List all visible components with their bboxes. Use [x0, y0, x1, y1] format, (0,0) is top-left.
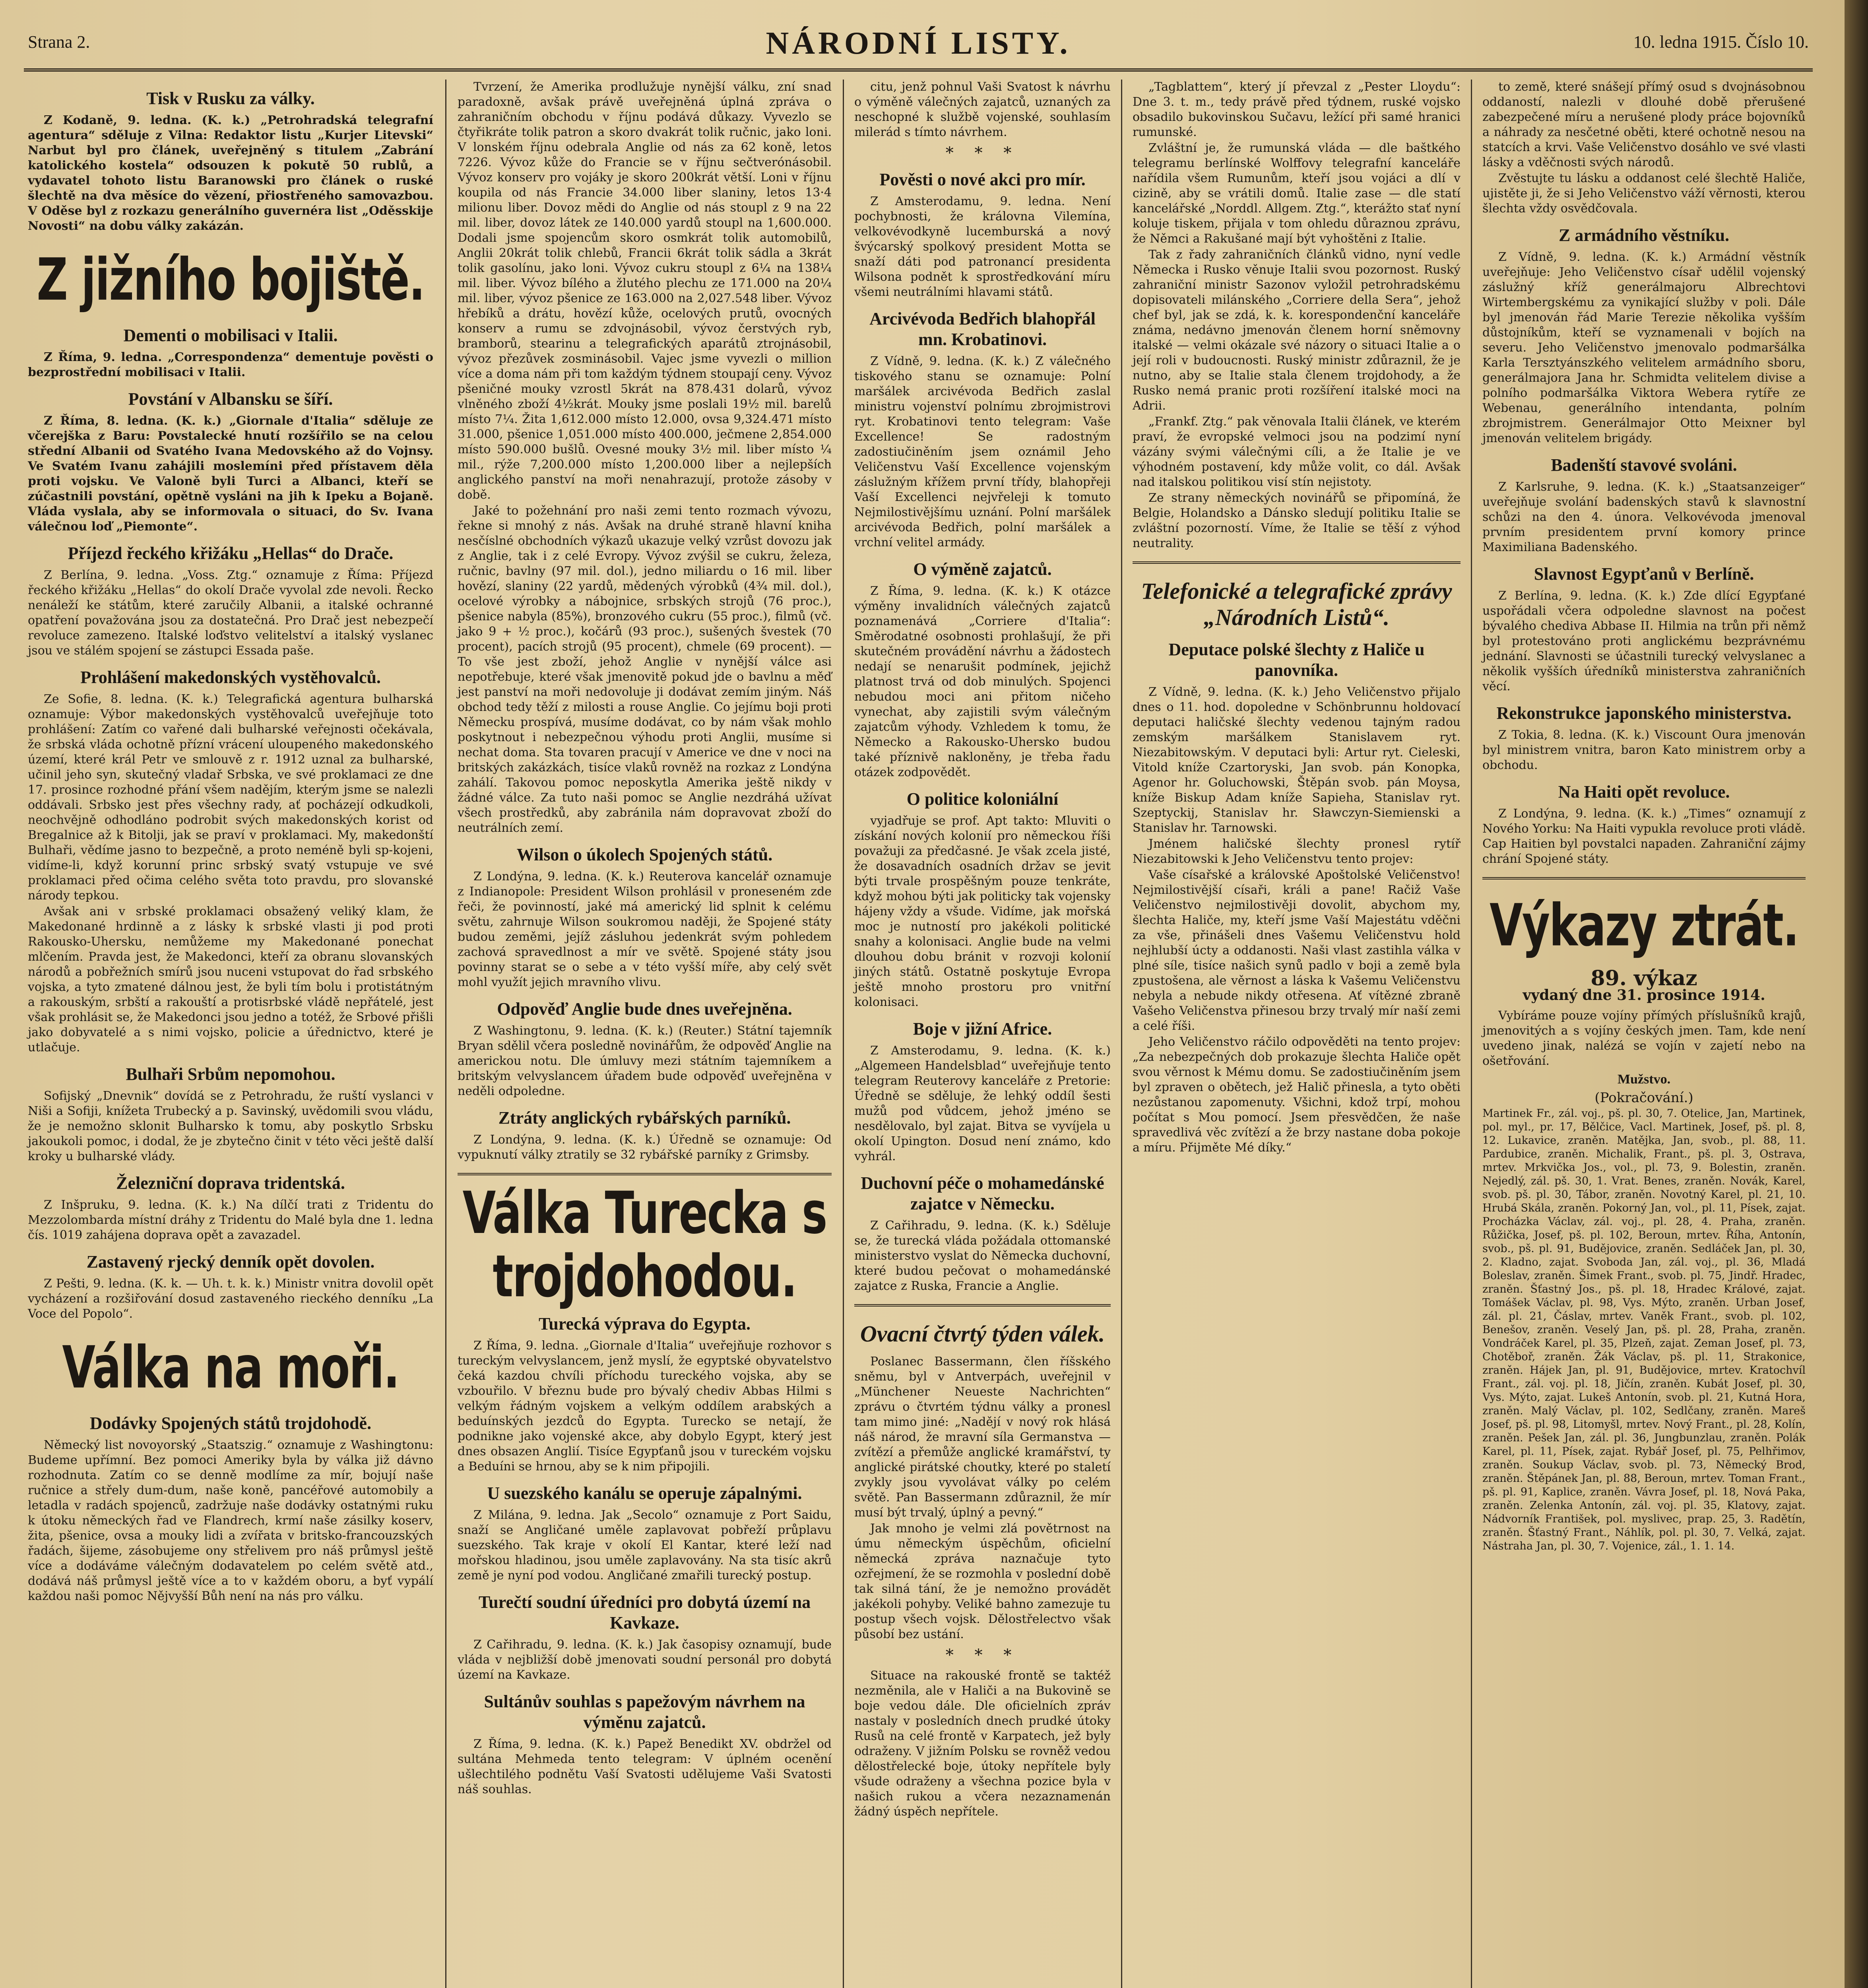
article-ovacni-3: Situace na rakouské frontě se taktéž nezměnila, ale v Haliči a na Bukovině se boje vedou dále. Dle oficielních zpráv nastaly v posledních dnech prudké útoky Rusů na celé frontě v Karpatech, jež byly odraženy. V jižním Polsku se rovněž vedou dělostřelecké boje, útoky nepřítele byly všude odraženy a všechna pozice byla v našich rukou a včera nezaznamenán žádný úspěch nepřítele.	[854, 1669, 1111, 1819]
article-hellas: Z Berlína, 9. ledna. „Voss. Ztg.“ oznamuje z Říma: Příjezd řeckého křižáku „Hellas“ do okolí Drače vyvolal zde nevoli. Řecko nenáleží ke státům, které zaručily Albanii, a italské ochranné opatření považována jsou za dostatečná. Pro Drač jest nebezpečí revoluce zamezeno. Italské loďstvo velitelství a italský vyslanec jsou ve stálém spojení se zástupci Essada paše.	[28, 568, 433, 658]
section-sea-war: Válka na moři.	[62, 1334, 399, 1402]
article-ovacni-2: Jak mnoho je velmi zlá povětrnost na úmu německým úspěchům, oficielní německá zpráva naznačuje tyto ozřejmení, že se rozmohla v poslední době tak silná tání, že je nemožno provádět jakékoli pohyby. Veliké bahno zamezuje tu postup všech vojsk. Dělostřelectvo však působí bez ustání.	[854, 1522, 1111, 1641]
headline-muhamedani: Duchovní péče o mohamedánské zajatce v Německu.	[861, 1173, 1104, 1213]
headline-kolonie: O politice koloniální	[906, 789, 1059, 809]
divider	[854, 1304, 1111, 1307]
article-italie-2: „Frankf. Ztg.“ pak věnovala Italii článek, ve kterém praví, že evropské velmoci jsou na podzimí nyní vázány svými válečnými cíli, a že Italie je ve výhodném postavení, kdy může volit, co dál. Avšak nad italskou politikou visí stín nejistoty.	[1133, 415, 1461, 489]
article-bedrich: Z Vídně, 9. ledna. (K. k.) Z válečného tiskového stanu se oznamuje: Polní maršálek arcivévoda Bedřich zaslal ministru vojenství polnímu zbrojmistrovi ryt. Krobatinovi tento telegram: Vaše Excellence! Se radostným zadostiučiněním jsem oznámil Jeho Veličenstvu Vaší Excellence vojenským záslužným křížem první třídy, blahopřeji Vaší Excellenci nejvřeleji k tomuto Nejmilostivějšímu uznání. Polní maršálek arcivévoda Bedřich, polní maršálek a vrchní velitel armády.	[854, 354, 1111, 549]
article-kolonie: vyjadřuje se prof. Apt takto: Mluviti o získání nových kolonií pro německou říši považuji za předčasné. Je však zcela jisté, že dosavadních osadních držav se jevit býti trvale prospěšným pouze tenkráte, když mohou býti jak politicky tak vojensky hájeny vždy a všude. Vidíme, jak mořská moc je nutností pro jakékoli politické snahy a kolonisaci. Anglie bude na velmi dlouhou dobu bránit v rozvoji kolonií jiných států. Ostatně poskytuje Evropa ještě mnoho prostoru pro vnitřní kolonisaci.	[854, 814, 1111, 1009]
casualty-list-date: vydaný dne 31. prosince 1914.	[1523, 987, 1765, 1004]
article-badensti: Z Karlsruhe, 9. ledna. (K. k.) „Staatsanzeiger“ uveřejňuje svolání badenských stavů k slavnostní schůzi na den 4. února. Velkovévoda jmenoval prvním presidentem první komory prince Maximiliana Badenského.	[1482, 480, 1806, 554]
divider	[1482, 877, 1806, 879]
page-header	[24, 24, 1813, 72]
section-turkey-war: Válka Turecka s trojdohodou.	[462, 1180, 827, 1310]
article-deputace-4: Jeho Veličenstvo ráčilo odpověděti na tento projev: „Za nebezpečných dob prokazuje šlechta Haliče opět svou věrnost k Mému domu. Se zadostiučiněním jsem byl zpraven o obětech, jež Halič přinesla, a tyto oběti nezůstanou zapomenuty. Všichni, kdož trpí, mohou počítat s Mou pomocí. Jsem přesvědčen, že naše spravedlivá věc zvítězí a že brzy nastane doba pokoje a míru. Přijměte Mé díky.“	[1133, 1035, 1461, 1155]
article-albania: Z Říma, 8. ledna. (K. k.) „Giornale d'Italia“ sděluje ze včerejška z Baru: Povstalecké hnutí rozšířilo se na celou střední Albanii od Svatého Ivana Medovského až do Vojnsy. Ve Svatém Ivanu zahájili moslemíni před přístavem děla proti vojsku. Ve Valoně byli Turci a Albanci, kteří se zúčastnili povstání, opětně vysláni na jih k Ipeku a Bojaně. Vláda vyslala, aby se informovala o situaci, do Sv. Ivana válečnou loď „Piemonte“.	[28, 414, 433, 534]
article-dodavky-cont-2: Jaké to požehnání pro naši zemi tento rozmach vývozu, řekne si mnohý z nás. Avšak na druhé straně hlavní kniha nesčíslné obchodních výkazů ukazuje velký vzrůst dovozu jak z Anglie, tak i z celé Evropy. Vývoz zvýšil se cukru, železa, ručnic, bavlny (97 mil. dol.), jedno miliardu o 16 mil. liber hovězí, slaniny (22 yardů, mědených výrobků (4¾ mil. dol.), ocelové výrobky a nábojnice, srbských strojů (76 proc.), pšenice nabyla (85%), bronzového cukru (55 proc.), filmů (vč. jako 9 + ½ proc.), kočárů (93 proc.), sušených švestek (70 procent), pacích strojů (95 procent), chmele (69 procent). — To vše jest zboží, jehož Anglie v nynější válce asi nepotřebuje, které však jmenovitě pokud jde o bavlnu a měď jest panství na moři nedovoluje ji dodávat zemím jiným. Náš obchod tedy těží z milosti a rouse Anglie. Co jejímu boji proti Německu prospívá, musíme dodávat, co by nám však mohlo poskytnout i nebezpečnou výhodu proti Anglii, musíme si nechat doma. Sta tovaren pracují v Americe ve dne v noci na britských zakázkách, tisíce vlaků rovněž na rozkaz z Londýna zahálí. Takovou pomoc neposkytla Amerika ještě nikdy v žádné válce. Za tuto naši pomoc se Anglie nezdráhá užívat všech prostředků, aby zabránila nám dopravovat zboží do neutrálních zemí.	[458, 504, 832, 835]
section-south-front: Z jižního bojiště.	[37, 246, 425, 314]
headline-vymena: O výměně zajatců.	[913, 559, 1052, 579]
headline-mir: Pověsti o nové akci pro mír.	[879, 170, 1086, 189]
article-makedonci-2: Avšak ani v srbské proklamaci obsažený veliký klam, že Makedonané hrdinně a z lásky k srbské vlasti ji pod proti Rakousko-Uhersku, nemůžeme my Makedonané ponechat mlčením. Pravda jest, že Makedonci, kteří za obranu slovanských národů a pobřežních smírů jsou nuceni vstupovat do řad srbského vojska, a tyto zmatené dálnou jest, že byli tím bolu i protistátným a rakouským, srbští a rakouští a protisrbské vládě nepřátelé, jest však prohlásit se, že Makedonci jsou jedno a totéž, že Srbové přišli jako dobyvatelé a s nimi vojsko, policie a úřednictvo, které je utlačuje.	[28, 905, 433, 1054]
headline-odpoved: Odpověď Anglie bude dnes uveřejněna.	[497, 999, 792, 1019]
newspaper-title: NÁRODNÍ LISTY.	[766, 26, 1071, 61]
article-wilson: Z Londýna, 9. ledna. (K. k.) Reuterova kancelář oznamuje z Indianopole: President Wilson prohlásil v proneseném zde řeči, že povinností, jaké má americký lid splnit k celému světu, zahrnuje Wilson soukromou naději, že Spojené státy budou zeměmi, jejíž zásluhou jedenkrát svým pohledem zachová spravedlnost a mír ve světě. Spojené státy jsou povinny starat se o sebe a v této vyšší míře, aby celý svět mohl využít jejich mravního vlivu.	[458, 870, 832, 989]
headline-makedonci: Prohlášení makedonských vystěhovalců.	[80, 668, 381, 687]
headline-dodavky: Dodávky Spojených států trojdohodě.	[89, 1413, 372, 1433]
article-zeleznice: Z Inšpruku, 9. ledna. (K. k.) Na dílčí trati z Tridentu do Mezzolombarda místní dráhy z Tridentu do Malé byla dne 1. ledna čís. 1019 zahájena doprava opět a zavazadel.	[28, 1198, 433, 1242]
article-deputace-cont-2: Zvěstujte tu lásku a oddanost celé šlechtě Haliče, ujistěte ji, že si Jeho Veličenstvo váží věrnosti, kterou šlechta vždy osvědčovala.	[1482, 171, 1806, 215]
headline-kavkaz: Turečtí soudní úředníci pro dobytá území na Kavkaze.	[478, 1592, 811, 1633]
headline-zeleznice: Železniční doprava tridentská.	[116, 1173, 345, 1193]
article-dodavky: Německý list novoyorský „Staatszig.“ oznamuje z Washingtonu: Budeme upřímní. Bez pomoci Ameriky byla by válka již dávno rozhodnuta. Zatím co se denně modlíme za mír, bojují naše ručnice a střely dum-dum, naše koně, pancéřové automobily a letadla v radách spojenců, zadržuje naše dodávky ostatnými ruku k útoku německých řad ve Flandrech, krmí naše zásilky koserv, žita, pšenice, ovsa a mouky lidi a zvířata v britsko-francouzských řadách, šijeme, zásobujeme ony střelivem pro náš průmysl ještě více a dodáváme válečným dodavatelem po celém světě atd., dodává náš průmysl ještě více a to v každém oboru, a byť vypálí každou naši pomoc Nějvyšší Bůh není na nás pro válku.	[28, 1438, 433, 1603]
column-4	[1121, 80, 1471, 1988]
section-casualty-lists: Výkazy ztrát.	[1490, 892, 1798, 959]
article-rumunsko: Zvláštní je, že rumunská vláda — dle baštkého telegramu berlínské Wolffovy telegrafní kanceláře nařídila všem Rumunům, kteří jsou vojáci a dlí v cizině, aby se vrátili domů. Italie zase — dle statí kancelářské „Norddl. Allgem. Ztg.“, kterážto stať nyní koluje tiskem, přijala v tom ohledu důraznou zprávu, že Němci a Rakušané mají být vyhoštěni z Italie.	[1133, 141, 1461, 246]
headline-egypt: Turecká výprava do Egypta.	[539, 1314, 751, 1334]
headline-badensti: Badenští stavové svoláni.	[1551, 455, 1737, 475]
headline-bedrich: Arcivévoda Bedřich blahopřál mn. Krobatinovi.	[869, 309, 1096, 349]
article-afrika: Z Amsterodamu, 9. ledna. (K. k.) „Algemeen Handelsblad“ uveřejňuje tento telegram Reuterovy kanceláře z Pretorie: Úředně se sděluje, že lehký oddíl šesti mužů pod vůdcem, jehož jméno se nesdělovalo, byl zajat. Bitva se vyvíjela u okolí Upington. Dosud není známo, kdo vyhrál.	[854, 1044, 1111, 1163]
casualty-subheading: Mužstvo.	[1617, 1072, 1671, 1087]
article-kavkaz: Z Cařihradu, 9. ledna. (K. k.) Jak časopisy oznamují, bude vláda v nejbližší době jmenovati soudní personál pro dobytá území na Kavkaze.	[458, 1638, 832, 1682]
section-telegrams: Telefonické a telegrafické zprávy „Národních Listů“.	[1141, 578, 1452, 630]
column-5	[1471, 80, 1813, 1988]
article-sucava: „Tagblattem“, který jí převzal z „Pester Lloydu“: Dne 3. t. m., tedy právě před týdnem, ruské vojsko obsadilo bukovinskou Sučavu, ležící při samé hranici rumunské.	[1133, 80, 1461, 139]
separator-stars: * * *	[945, 1646, 1020, 1664]
article-deputace-3: Vaše císařské a královské Apoštolské Veličenstvo! Nejmilostivější císaři, králi a pane! Račiž Vaše Veličenstvo nejmilostivěji dovolit, abychom my, šlechta Haliče, my, kteří jsme Vaší Majestátu vděčni za vše, přinášeli dnes Vašemu Veličenstvu hold nejhlubší úcty a oddanosti. Naši vlast zastihla válka v plné síle, tisíce našich synů padlo v boji a země byla zpustošena, ale věrnost a láska k Vašemu Veličenstvu nebyla a nebude nikdy otřesena. Ať vítězné zbraně Vašeho Veličenstva přinesou brzy trvalý mír naší zemi a celé říši.	[1133, 868, 1461, 1033]
article-sultan-cont: citu, jenž pohnul Vaši Svatost k návrhu o výměně válečných zajatců, uznaných za neschopné k službě vojenské, souhlasím milerád s tímto návrhem.	[854, 80, 1111, 139]
column-1	[24, 80, 445, 1988]
separator-stars: * * *	[945, 144, 1020, 162]
headline-wilson: Wilson o úkolech Spojených států.	[516, 845, 773, 864]
article-sultan: Z Říma, 9. ledna. (K. k.) Papež Benedikt XV. obdržel od sultána Mehmeda tento telegram: V úplném ocenění ušlechtilého podnětu Vaší Svatosti udělujeme Vaši Svatosti náš souhlas.	[458, 1737, 832, 1796]
article-makedonci-1: Ze Sofie, 8. ledna. (K. k.) Telegrafická agentura bulharská oznamuje: Výbor makedonských vystěhovalců uveřejňuje toto prohlášení: Zatím co vařené dali bulharské veřejnosti očekávala, že srbská vláda ochotně přízní vrácení uloupeného makedonského území, které král Petr ve smlouvě z r. 1912 uznal za bulharské, učinil jeho syn, skutečný vladař Srbska, ve své proklamaci ze dne 17. prosince rozhodné přání všem nadějím, kterým jsme se nalezli oddávali. Srbsko jest přes všechny rady, ať pocházejí odkudkoli, neochvějně odhodláno podrobit svých makedonských korist od Bregalnice až k Bitolji, jak se praví v proklamaci. My, makedonští Bulhaři, vědíme jasno to bezpečně, a proto neméně byli sp-kojeni, vidíme-li, když korunní princ srbský svatý vstupuje ve své proklamaci před očima celého světa toto pravdu, pro slovanské národy tepkou.	[28, 692, 433, 903]
article-suez: Z Milána, 9. ledna. Jak „Secolo“ oznamuje z Port Saidu, snaží se Angličané uměle zaplavovat pobřeží průplavu suezského. Tak kraje v okolí El Kantar, které leží nad mořskou hladinou, jsou uměle zaplavovány. Na sta tisíc akrů země je nyní pod vodou. Angličané zmařili turecký postup.	[458, 1508, 832, 1582]
article-armadni-vestnik: Z Vídně, 9. ledna. (K. k.) Armádní věstník uveřejňuje: Jeho Veličenstvo císař udělil vojenský záslužný kříž generálmajoru Albrechtovi Wirtembergskému za vynikající služby v poli. Dále byl jmenován řád Marie Terezie několika vyšším důstojníkům, kteří se vyznamenali v bojích na severu. Jeho Veličenstvo jmenovalo podmaršálka Karla Tersztyánszkého velitelem armádního sboru, generálmajora Jana hr. Schmidta velitelem divise a polního podmaršálka Viktora Webera rytíře ze Webenau, generálního intendanta, polním zbrojmistrem. Generálmajor Otto Meixner byl jmenován velitelem brigády.	[1482, 250, 1806, 445]
column-3	[843, 80, 1121, 1988]
article-egyptane: Z Berlína, 9. ledna. (K. k.) Zde dlící Egypťané uspořádali včera odpoledne slavnost na počest bývalého chediva Abbase II. Hilmia na trůn při němž byl protestováno proti anglickému bezprávnému jednání. Slavnosti se účastnili turecký velvyslanec a několik vyšších úředníků ministerstva zahraničních věcí.	[1482, 589, 1806, 693]
article-deputace-cont-1: to země, které snášejí přímý osud s dvojnásobnou oddaností, nalezli v dlouhé době přerušené zabezpečené míru a nerušené plody práce bojovníků a náhrady za nesčetné oběti, které ochotně nesou na statcích a krvi. Vaše Veličenstvo dosáhlo ve své vlasti lásky a vděčnosti svých národů.	[1482, 80, 1806, 169]
article-deputace-2: Jménem haličské šlechty pronesl rytíř Niezabitowski k Jeho Veličenstvu tento projev:	[1133, 837, 1461, 866]
issue-date: 10. ledna 1915. Číslo 10.	[1633, 32, 1809, 52]
article-italie-3: Ze strany německých novinářů se připomíná, že Belgie, Holandsko a Dánsko sledují politiku Italie se zvláštní pozorností. Víme, že Italie se těší z výhod neutrality.	[1133, 491, 1461, 550]
article-vymena: Z Říma, 9. ledna. (K. k.) K otázce výměny invalidních válečných zajatců poznamenává „Corriere d'Italia“: Směrodatné osobnosti prohlašují, že při skutečném provádění návrhu a žádostech nedají se nenarušit podmínek, jejichž platnost trvá od dob minulých. Spojenci nebudou moci ani přitom ničeho vynechat, aby zajistili svým válečným zajatcům výhody. Vzhledem k tomu, že Německo a Rakousko-Uhersko budou také příznivě nakloněny, je třeba řadu otázek zodpovědět.	[854, 584, 1111, 779]
continuation-note: (Pokračování.)	[1594, 1090, 1693, 1106]
headline-haiti: Na Haiti opět revoluce.	[1558, 782, 1730, 802]
headline-afrika: Boje v jižní Africe.	[913, 1019, 1052, 1039]
headline-armadni-vestnik: Z armádního věstníku.	[1558, 225, 1730, 245]
article-egypt: Z Říma, 9. ledna. „Giornale d'Italia“ uveřejňuje rozhovor s tureckým velvyslancem, jenž myslí, že egyptské obyvatelstvo čeká kazdou chvíli příchodu tureckého vojska, aby se vzbouřilo. V březnu bude pro bývalý chediv Abbas Hilmi s velkým řádným vojskem a velkým oddílem arabských a beduínských jezdců do Egypta. Turecko se netají, že podnikne jako vojenské akce, aby dobylo Egypt, který jest dnes obsazen Anglií. Tisíce Egypťanů jsou v tureckém vojsku a Beduíni se hrnou, aby se k nim připojili.	[458, 1339, 832, 1474]
divider	[1133, 561, 1461, 564]
headline-dementi: Dementi o mobilisaci v Italii.	[123, 326, 338, 345]
headline-egyptane: Slavnost Egypťanů v Berlíně.	[1534, 564, 1754, 584]
article-srbum: Sofijský „Dnevnik“ dovídá se z Petrohradu, že ruští vyslanci v Niši a Sofiji, knížeta Trubecký a p. Savinský, uvědomili svou vládu, že je nemožno sklonit Bulharsko k tomu, aby poskytlo Srbsku jakoukoli pomoc, i dodal, že je zbytečno činit v této věci ještě další kroky u bulharské vlády.	[28, 1089, 433, 1163]
article-dementi: Z Říma, 9. ledna. „Correspondenza“ dementuje pověsti o bezprostřední mobilisaci v Italii.	[28, 350, 433, 379]
casualty-list-number: 89. výkaz	[1591, 966, 1697, 990]
article-japonsko: Z Tokia, 8. ledna. (K. k.) Viscount Oura jmenován byl ministrem vnitra, baron Kato ministrem orby a obchodu.	[1482, 728, 1806, 772]
column-2	[445, 80, 843, 1988]
article-ovacni-1: Poslanec Bassermann, člen říšského sněmu, byl v Antverpách, uveřejnil v „Münchener Neueste Nachrichten“ zprávu o čtvrtém týdnu války a pronesl tam mimo jiné: „Nadějí v nový rok hlásá náš národ, že mravní síla Germanstva — zvítězí a přemůže anglické kramářství, ty anglické pirátské choutky, které po staletí zvykly jsou vyvolávat války po celém světě. Pan Bassermann zdůraznil, že mír musí být trvalý, úplný a pevný.“	[854, 1355, 1111, 1520]
article-rjecky: Z Pešti, 9. ledna. (K. k. — Uh. t. k. k.) Ministr vnitra dovolil opět vycházení a rozšiřování dosud zastaveného rieckého denníku „La Voce del Popolo“.	[28, 1277, 433, 1321]
divider	[458, 1173, 832, 1175]
headline-ovacni: Ovacní čtvrtý týden válek.	[860, 1321, 1105, 1347]
article-ztraty-parniku: Z Londýna, 9. ledna. (K. k.) Úředně se oznamuje: Od vypuknutí války ztratily se 32 rybářské parníky z Grimsby.	[458, 1133, 832, 1162]
article-tisk: Z Kodaně, 9. ledna. (K. k.) „Petrohradská telegrafní agentura“ sděluje z Vilna: Redaktor listu „Kurjer Litevski“ Narbut byl pro článek, uveřejněný s titulem „Zabrání katolického kostela“ odsouzen k pokutě 50 rublů, a vydavatel tohoto listu Baranowski pro článek o ruské šlechtě na dva měsíce do vězení, přiostřeného samovazbou. V Oděse byl z rozkazu generálního guvernéra list „Oděsskije Novosti“ na dobu války zakázán.	[28, 113, 433, 233]
headline-srbum: Bulhaři Srbům nepomohou.	[126, 1064, 336, 1084]
article-muhamedani: Z Cařihradu, 9. ledna. (K. k.) Sděluje se, že turecká vláda požádala ottomanské ministerstvo vyslat do Německa duchovní, které budou pečovat o mohamedánské zajatce z Ruska, Francie a Anglie.	[854, 1219, 1111, 1293]
article-italie-1: Tak z řady zahraničních článků vidno, nyní vedle Německa i Rusko věnuje Italii svou pozornost. Ruský zahraniční ministr Sazonov vyložil petrohradskému dopisovateli milánského „Corriere della Sera“, jehož chef byl, jak se zdá, k. k. korespondenční kanceláře známa, nedávno jmenován členem horní sněmovny italské — velmi okázale své názory o situaci Italie a o její roli v budoucnosti. Ruský ministr zdůraznil, že je nutno, aby se Italie stala členem trojdohody, a že Rusko nemá pranic proti rozšíření italské moci na Adrii.	[1133, 248, 1461, 413]
headline-ztraty-parniku: Ztráty anglických rybářských parníků.	[498, 1108, 791, 1128]
casualty-list-intro: Vybíráme pouze vojíny přímých příslušníků krajů, jmenovitých a s vojíny českých jmen. Tam, kde není uvedeno jinak, nalézá se vojín v zajetí nebo na ošetřování.	[1482, 1009, 1806, 1068]
headline-tisk: Tisk v Rusku za války.	[146, 89, 315, 108]
article-dodavky-cont-1: Tvrzení, že Amerika prodlužuje nynější válku, zní snad paradoxně, avšak právě uveřejněná úplná zpráva o zahraničním obchodu v říjnu podává důkazy. Vyvezlo se čtyřikráte tolik patron a skoro dvakrát tolik ručnic, jako loni. V lonském říjnu odebrala Anglie od nás za 62 koně, letos 7226. Vývoz kůže do Francie se v říjnu sečtverónásobil. Vývoz konserv pro vojáky je skoro 200krát větší. Loni v říjnu koupila od nás Francie 34.000 liber slaniny, letos 13·4 milionu liber. Dovoz mědi do Anglie od nás stoupl z 9 na 22 mil. liber, dovoz látek ze 140.000 yardů stoupl na 1,600.000. Dodali jsme spojencům skoro osmkrát tolik automobilů, Anglii 20krát tolik chlebů, Francii 6krát tolik sádla a 3krát tolik gasolínu, jako loni. Vývoz cukru stoupl z 6¼ na 138¼ mil. liber. Vývoz bílého a žlutého plechu ze 171.000 na 20¼ mil. liber, vývoz pšenice ze 163.000 na 2,027.548 liber. Vývoz hřebíků a drátu, hovězí kůže, ocelových prutů, ovocných konserv a rumu se zdvojnásobil, vývoz čerstvých ryb, bramborů, stearinu a telegrafických aparátů ztrojnásobil, vývoz přezůvek zosminásobil. Vajec jsme vyvezli o million více a doma nám při tom každým týdnem stoupají ceny. Vývoz pšeničné mouky vzrostl 5krát na 878.431 dolarů, vývoz vlněného zboží 4½krát. Mouky jsme poslali 19½ mil. barelů místo 7¼. Žita 1,612.000 místo 12.000, ovsa 9,324.471 místo 31.000, pšenice 1,051.000 místo 400.000, ječmene 2,854.000 místo 590.000 bušlů. Ovesné mouky 3½ mil. liber místo ¼ mil., rýže 7,200.000 místo 1,200.000 liber a nejlepších anglického panství na moři nenahrazují, protože zásoby v době.	[458, 80, 832, 502]
headline-suez: U suezského kanálu se operuje zápalnými.	[487, 1483, 802, 1503]
headline-rjecky: Zastavený rjecký denník opět dovolen.	[86, 1252, 375, 1272]
headline-japonsko: Rekonstrukce japonského ministerstva.	[1496, 703, 1792, 723]
casualty-list	[1482, 1107, 1806, 1553]
headline-hellas: Příjezd řeckého křižáku „Hellas“ do Drače.	[68, 544, 394, 563]
headline-deputace: Deputace polské šlechty z Haliče u panovníka.	[1168, 640, 1425, 680]
casualty-entries: Martinek Fr., zál. voj., pš. pl. 30, 7. Otelice, Jan, Martinek, pol. myl., pr. 17, Bělčice, Vacl. Martinek, Josef, pš. pl. 8, 12. Lukavice, zraněn. Matějka, Jan, svob., pl. 88, 11. Pardubice, zraněn. Michalik, Frant., pš. pl. 3, Ostrava, mrtev. Mrkvička Jos., vol., pl. 73, 9. Bolestin, zraněn. Nejedlý, zál. pš. 30, 1. Vrat. Benes, zraněn. Novák, Karel, svob. pš. pl. 30, Tábor, zraněn. Novotný Karel, pl. 21, 10. Hrubá Skála, zraněn. Pokorný Jan, vol., pl. 11, Písek, zajat. Procházka Václav, zál. voj., pl. 28, 4. Praha, zraněn. Růžička, Josef, pš. pl. 102, Beroun, mrtev. Říha, Antonín, svob., pš. pl. 91, Budějovice, zraněn. Sedláček Jan, pl. 30, 2. Kladno, zajat. Svoboda Jan, zál. voj., pl. 36, Mladá Boleslav, zraněn. Šimek Frant., svob. pl. 75, Jindř. Hradec, zraněn. Šťastný Jos., pš. pl. 18, Hradec Králové, zajat. Tomášek Václav, pl. 98, Vys. Mýto, zraněn. Urban Josef, zál. pl. 21, Čáslav, mrtev. Vaněk Frant., svob. pl. 102, Benešov, zraněn. Veselý Jan, pš. pl. 28, Praha, zraněn. Vondráček Karel, pl. 35, Plzeň, zajat. Zeman Josef, pl. 73, Chotěboř, zraněn. Žák Václav, pš. pl. 11, Strakonice, zraněn. Hájek Jan, pl. 91, Budějovice, mrtev. Kratochvíl Frant., zál. voj. pl. 18, Jičín, zraněn. Kubát Josef, pl. 30, Vys. Mýto, zajat. Lukeš Antonín, svob. pl. 21, Kutná Hora, zraněn. Malý Václav, pl. 102, Sedlčany, zraněn. Mareš Josef, pš. pl. 98, Litomyšl, mrtev. Nový Frant., pl. 28, Kolín, zraněn. Pešek Jan, zál. pl. 36, Jungbunzlau, zraněn. Polák Karel, pl. 11, Písek, zajat. Rybář Josef, pl. 75, Pelhřimov, zraněn. Soukup Václav, svob. pl. 73, Německý Brod, zraněn. Štěpánek Jan, pl. 88, Beroun, mrtev. Toman Frant., pš. pl. 91, Kaplice, zraněn. Vávra Josef, pl. 18, Nová Paka, zraněn. Zelenka Antonín, zál. voj. pl. 35, Klatovy, zajat. Nádvorník František, pol. myslivec, prap. 25, 3. Radětín, zraněn. Šťastný Frant., Náhlík, pol. pl. 30, 7. Velká, zajat. Nástraha Jan, pl. 30, 7. Vojenice, zál., 1. 1. 14.	[1482, 1107, 1806, 1552]
headline-albania: Povstání v Albansku se šíří.	[128, 389, 333, 409]
article-mir: Z Amsterodamu, 9. ledna. Není pochybnosti, že královna Vilemína, velkovévodkyně lucemburská a nový švýcarský spolkový president Motta se snaží dáti pod patronancí presidenta Wilsona podnět k sprostředkování míru všemi neutrálními hlavami států.	[854, 194, 1111, 299]
binding-edge	[1845, 0, 1868, 1988]
article-haiti: Z Londýna, 9. ledna. (K. k.) „Times“ oznamují z Nového Yorku: Na Haiti vypukla revoluce proti vládě. Cap Haitien byl povstalci napaden. Zahraniční zájmy chrání Spojené státy.	[1482, 807, 1806, 866]
article-deputace-1: Z Vídně, 9. ledna. (K. k.) Jeho Veličenstvo přijalo dnes o 11. hod. dopoledne v Schönbrunnu holdovací deputaci haličské šlechty vedenou tajným radou zemským maršálkem Stanislavem ryt. Niezabitowským. V deputaci byli: Artur ryt. Cieleski, Vitold kníže Czartoryski, Jan svob. pán Konopka, Agenor hr. Goluchowski, Štěpán svob. pán Moysa, kníže Biskup Adam kníže Sapieha, Stanislav ryt. Szeptyckij, Stanislav hr. Sławczyn-Siemienski a Stanislav hr. Tarnowski.	[1133, 685, 1461, 835]
page-number: Strana 2.	[28, 32, 90, 52]
article-odpoved: Z Washingtonu, 9. ledna. (K. k.) (Reuter.) Státní tajemník Bryan sdělil včera posledně novinářům, že odpověď Anglie na americkou notu. Dle úmluvy mezi státním tajemníkem a britským velvyslancem úřadem bude odpověď uveřejněna v neděli odpoledne.	[458, 1024, 832, 1098]
headline-sultan: Sultánův souhlas s papežovým návrhem na výměnu zajatců.	[484, 1692, 805, 1732]
